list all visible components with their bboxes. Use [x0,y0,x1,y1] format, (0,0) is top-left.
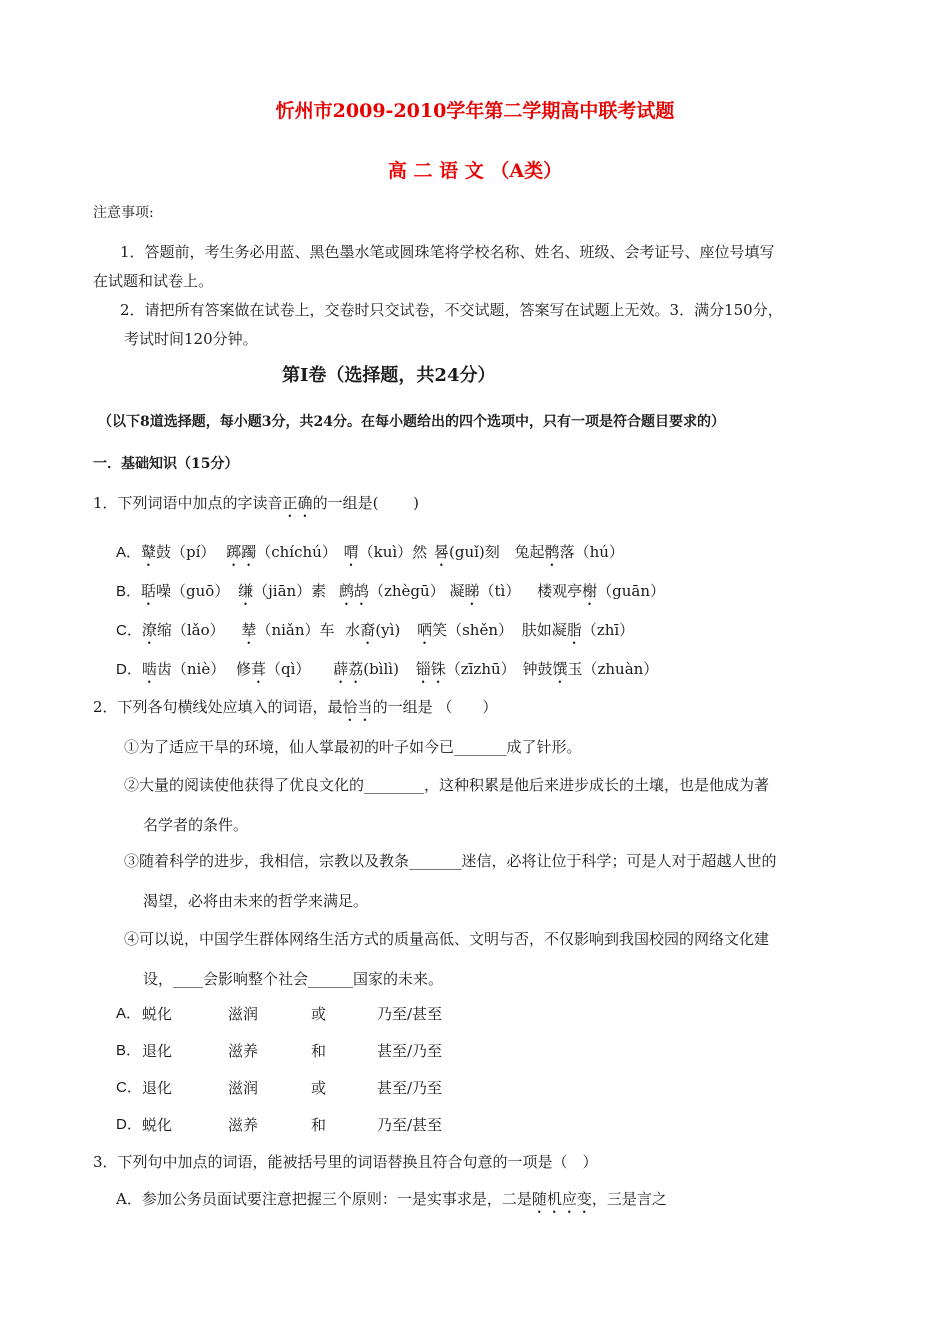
question-3-stem: 3．下列句中加点的词语，能被括号里的词语替换且符合句意的一项是（ ） [93,1153,598,1171]
dotted-char: 馔 [552,660,568,678]
option-word: 退化 [142,1042,173,1060]
option-text: 肤如凝 [521,621,567,639]
q1-option-b [116,581,665,609]
option-text: （tì） [479,582,521,600]
option-text: （chíchú） [256,543,337,561]
q2-sentence-3-line-1: ③随着科学的进步，我相信，宗教以及教条_______迷信，必将让位于科学；可是人对于超越人世的 [124,852,777,870]
part1-heading: 第Ⅰ卷（选择题，共24分） [282,365,496,386]
option-text: 笑（shěn） [432,621,513,639]
option-text: （jiān）素 [253,582,327,600]
q3-option-a [116,1189,667,1217]
option-label: B． [116,583,142,600]
notice-heading: 注意事项: [93,205,154,221]
option-text: 齿（niè） [156,660,226,678]
q3-a-pre: A．参加公务员面试要注意把握三个原则：一是实事求是，二是 [116,1190,532,1208]
option-text: （kuì）然 [358,543,428,561]
dotted-char: 潦 [141,621,157,639]
option-text: （zhègū） [368,582,445,600]
option-text: 兔起 [514,543,545,561]
option-text: (bìlì) [363,660,399,678]
dotted-char: 鹘 [544,543,560,561]
dotted-char: 鹧鸪 [338,582,369,600]
dotted-char: 裔 [360,621,376,639]
option-word: 甚至/乃至 [377,1079,443,1097]
option-word: 或 [311,1079,327,1097]
option-word: 甚至/乃至 [377,1042,443,1060]
option-label: B． [116,1042,142,1059]
q3-a-emphasis: 随机应变 [531,1190,592,1208]
option-word: 乃至/甚至 [377,1116,443,1134]
q2-sentence-2-line-1: ②大量的阅读使他获得了优良文化的________，这种积累是他后来进步成长的土壤，也是他成为著 [124,776,770,794]
option-text: 水 [345,621,361,639]
q2-stem-pre: 2．下列各句横线处应填入的词语，最 [93,698,343,716]
option-word: 和 [311,1042,327,1060]
option-text: (guǐ)刻 [448,543,500,561]
option-text: 鼓（pí） [156,543,216,561]
q1-stem-pre: 1．下列词语中加点的字读音 [93,494,283,512]
dotted-char: 脂 [566,621,582,639]
option-text: 玉（zhuàn） [567,660,659,678]
option-text: （guān） [597,582,666,600]
option-label: D． [116,1116,142,1133]
q2-sentence-4-line-2: 设，____会影响整个社会______国家的未来。 [143,970,444,988]
dotted-char: 哂 [417,621,433,639]
q2-stem-emphasis: 恰当 [342,698,373,716]
notice-item-1-line-2: 在试题和试卷上。 [93,272,214,290]
option-word: 滋润 [228,1079,259,1097]
notice-item-2-line-2: 考试时间120分钟。 [124,330,258,348]
option-label: A． [116,544,142,561]
dotted-char: 辇 [241,621,257,639]
notice-item-1-line-1: 1．答题前，考生务必用蓝、黑色墨水笔或圆珠笔将学校名称、姓名、班级、会考证号、座位号填写 [120,243,775,261]
option-text: 楼观亭 [537,582,583,600]
q3-a-post: ，三是言之 [591,1190,667,1208]
option-word: 滋养 [228,1116,259,1134]
q1-stem-post: 的一组是( ) [312,494,420,512]
option-text: 修 [235,660,251,678]
dotted-char: 鼙 [141,543,157,561]
option-text: （zīzhū） [445,660,516,678]
dotted-char: 薜荔 [333,660,364,678]
q2-sentence-2-line-2: 名学者的条件。 [143,816,249,834]
dotted-char: 缣 [238,582,254,600]
dotted-char: 聒 [141,582,157,600]
dotted-char: 啮 [141,660,157,678]
option-text: (yì) [375,621,401,639]
option-text: 落（hú） [559,543,624,561]
q2-sentence-3-line-2: 渴望，必将由未来的哲学来满足。 [143,892,369,910]
dotted-char: 晷 [433,543,449,561]
option-label: A． [116,1005,142,1022]
option-word: 退化 [142,1079,173,1097]
option-label: C． [116,1079,142,1096]
q1-option-c [116,620,634,648]
q1-option-d [116,659,658,687]
option-word: 蜕化 [142,1005,173,1023]
document-subtitle: 高 二 语 文 （A类） [387,160,563,182]
q2-stem-post: 的一组是 （ ） [372,698,498,716]
question-2-stem [93,697,497,725]
option-text: 钟鼓 [522,660,553,678]
notice-item-2-line-1: 2．请把所有答案做在试卷上，交卷时只交试卷，不交试题，答案写在试题上无效。3．满分150分， [120,301,783,319]
option-text: （qì） [266,660,311,678]
option-word: 和 [311,1116,327,1134]
question-1-stem [93,493,419,521]
option-word: 乃至/甚至 [377,1005,443,1023]
option-word: 蜕化 [142,1116,173,1134]
option-word: 或 [311,1005,327,1023]
dotted-char: 锱铢 [415,660,446,678]
section-basic-knowledge: 一．基础知识（15分） [93,456,239,472]
dotted-char: 踯躅 [226,543,257,561]
option-text: （zhī） [581,621,635,639]
dotted-char: 喟 [343,543,359,561]
option-text: 凝 [449,582,465,600]
document-title: 忻州市2009-2010学年第二学期高中联考试题 [275,100,675,122]
option-label: D． [116,661,142,678]
q2-sentence-1: ①为了适应干旱的环境，仙人掌最初的叶子如今已_______成了针形。 [124,738,582,756]
option-label: C． [116,622,142,639]
q1-option-a [116,542,624,570]
part1-instruction: （以下8道选择题，每小题3分，共24分。在每小题给出的四个选项中，只有一项是符合题目要求的） [98,414,725,430]
option-text: 缩（lǎo） [156,621,225,639]
dotted-char: 葺 [251,660,267,678]
option-text: （niǎn）车 [256,621,335,639]
q1-stem-emphasis: 正确 [282,494,313,512]
dotted-char: 榭 [582,582,598,600]
option-text: 噪（guō） [156,582,230,600]
option-word: 滋养 [228,1042,259,1060]
dotted-char: 睇 [464,582,480,600]
q2-sentence-4-line-1: ④可以说，中国学生群体网络生活方式的质量高低、文明与否，不仅影响到我国校园的网络文化建 [124,930,770,948]
option-word: 滋润 [228,1005,259,1023]
